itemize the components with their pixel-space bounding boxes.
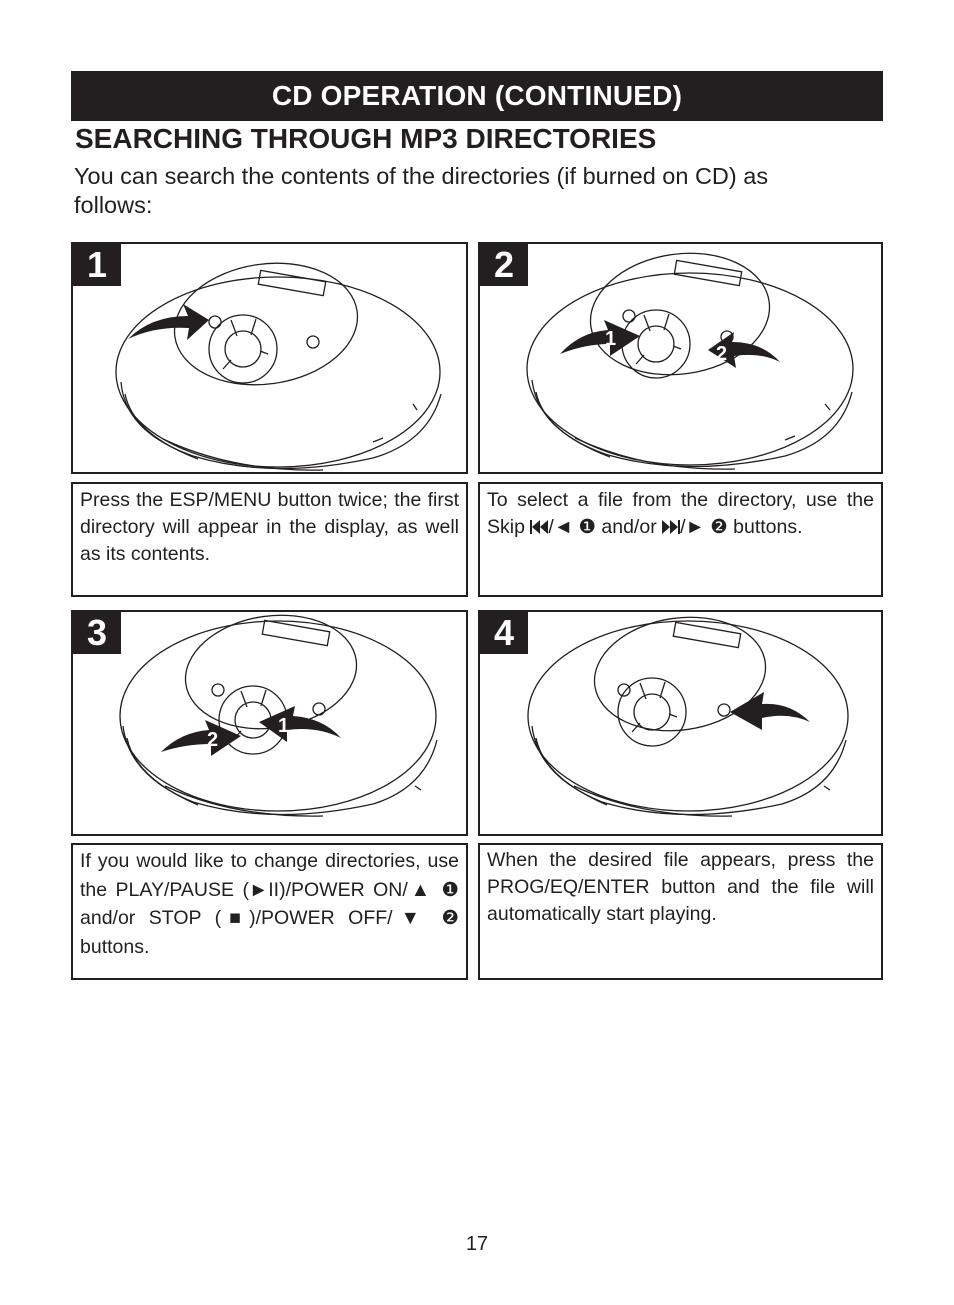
step-3-illustration [71, 610, 468, 836]
section-title: SEARCHING THROUGH MP3 DIRECTORIES [75, 123, 657, 154]
cd-player-illustration [480, 612, 883, 836]
page-number: 17 [465, 1233, 489, 1255]
section-banner [71, 71, 883, 121]
cd-player-illustration [480, 244, 883, 474]
step-2-illustration [478, 242, 883, 474]
step-3-caption: If you would like to change directories, use the PLAY/PAUSE (►II)/POWER ON/▲ ❶ and/or STOP (■)/POWER OFF/▼ ❷ buttons. [71, 843, 468, 980]
step-number: 3 [73, 612, 121, 654]
step-number: 4 [480, 612, 528, 654]
step-1-illustration [71, 242, 468, 474]
step-4-caption: When the desired file appears, press the PROG/EQ/ENTER button and the file will automatically start playing. [478, 843, 883, 980]
caption-text: To select a file from the directory, use the Skip [487, 489, 874, 538]
step-number: 2 [480, 244, 528, 286]
arrow-label-1: 1 [278, 715, 290, 737]
intro-text: You can search the contents of the directories (if burned on CD) as follows: [74, 163, 769, 218]
curved-arrow-icon [259, 706, 341, 742]
step-4-illustration [478, 610, 883, 836]
arrow-label-1: 1 [605, 328, 617, 350]
step-1-caption: Press the ESP/MENU button twice; the first directory will appear in the display, as well as its contents. [71, 482, 468, 597]
cd-player-illustration [73, 244, 468, 474]
step-2-caption [478, 482, 883, 597]
caption-text: /◄ ❶ and/or [548, 516, 663, 538]
step-number: 1 [73, 244, 121, 286]
curved-arrow-icon [161, 720, 241, 756]
cd-player-illustration [73, 612, 468, 836]
curved-arrow-icon [730, 692, 810, 730]
arrow-label-2: 2 [207, 729, 219, 751]
arrow-label-2: 2 [716, 343, 728, 365]
caption-text: /► ❷ buttons. [680, 516, 803, 538]
skip-forward-icon [662, 519, 680, 535]
skip-back-icon [530, 519, 548, 535]
banner-title: CD OPERATION (CONTINUED) [271, 80, 683, 111]
